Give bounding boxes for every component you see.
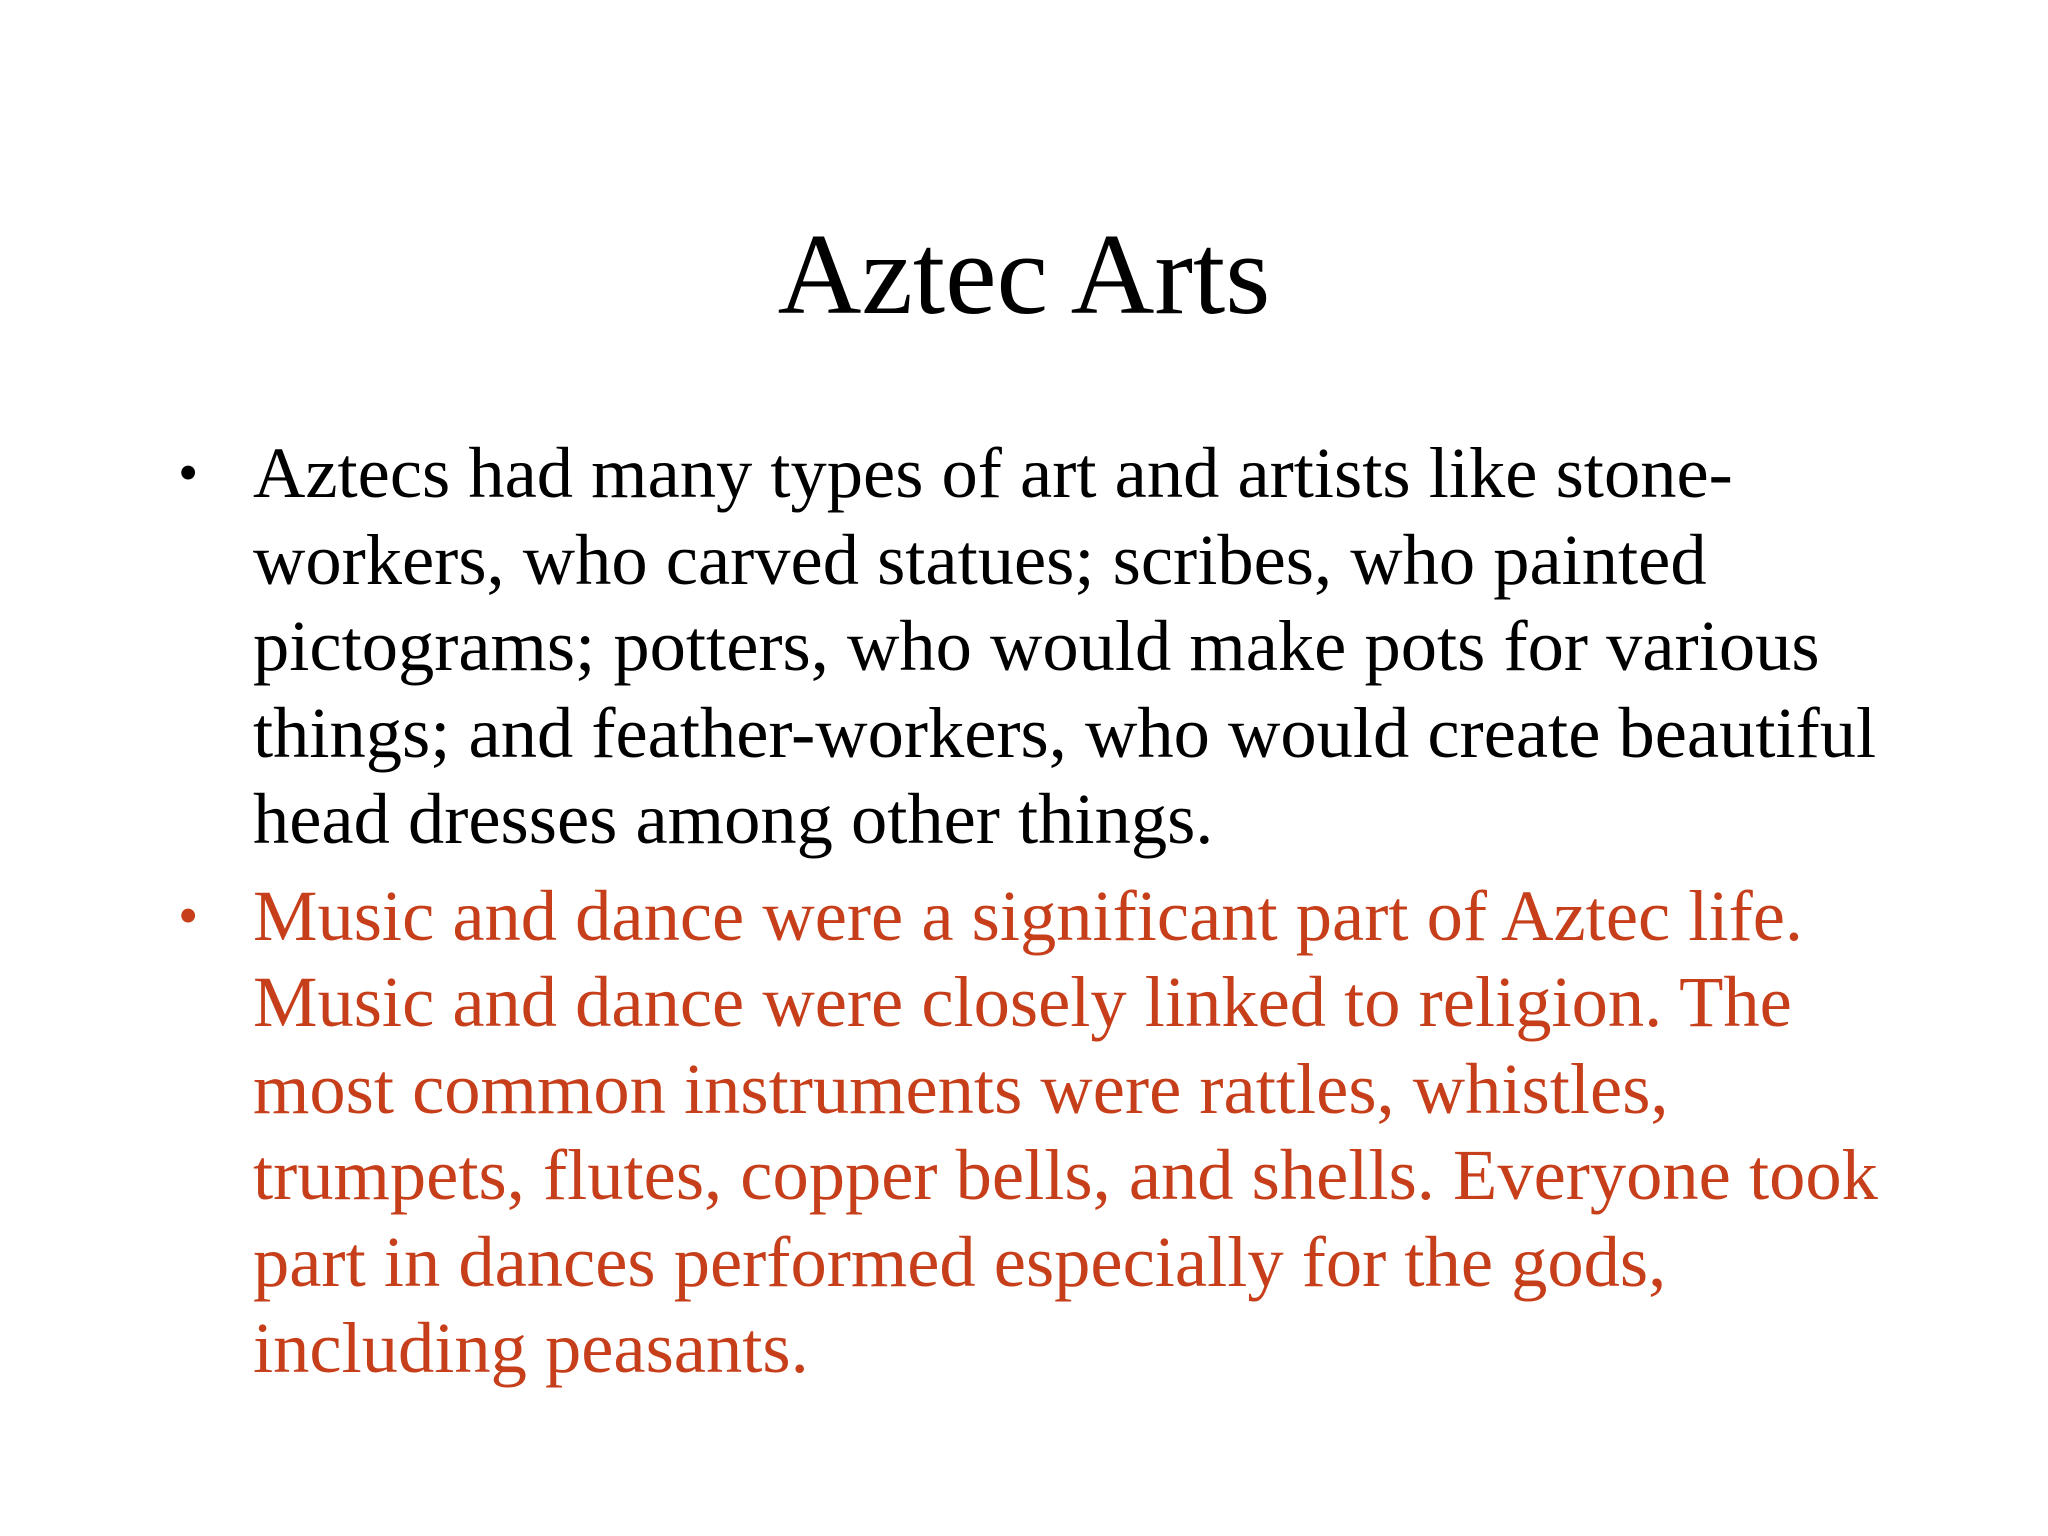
bullet-icon: •	[178, 440, 199, 505]
bullet-text: Music and dance were a significant part of Aztec life. Music and dance were closely linked to religion. The most common instruments were rattles, whistles, trumpets, flutes, copper bells, and shells. Everyone took part in dances performed especially for the gods, including peasants.	[253, 874, 1878, 1388]
bullet-item-music	[170, 873, 1910, 1392]
bullet-item-art	[170, 430, 1910, 863]
bullet-text: Aztecs had many types of art and artists like stone-workers, who carved statues; scribes, who painted pictograms; potters, who would make pots for various things; and feather-workers, who would create beautiful head dresses among other things.	[253, 432, 1877, 859]
slide-title: Aztec Arts	[777, 211, 1271, 339]
bullet-list	[170, 430, 1910, 1402]
bullet-icon: •	[178, 882, 199, 948]
